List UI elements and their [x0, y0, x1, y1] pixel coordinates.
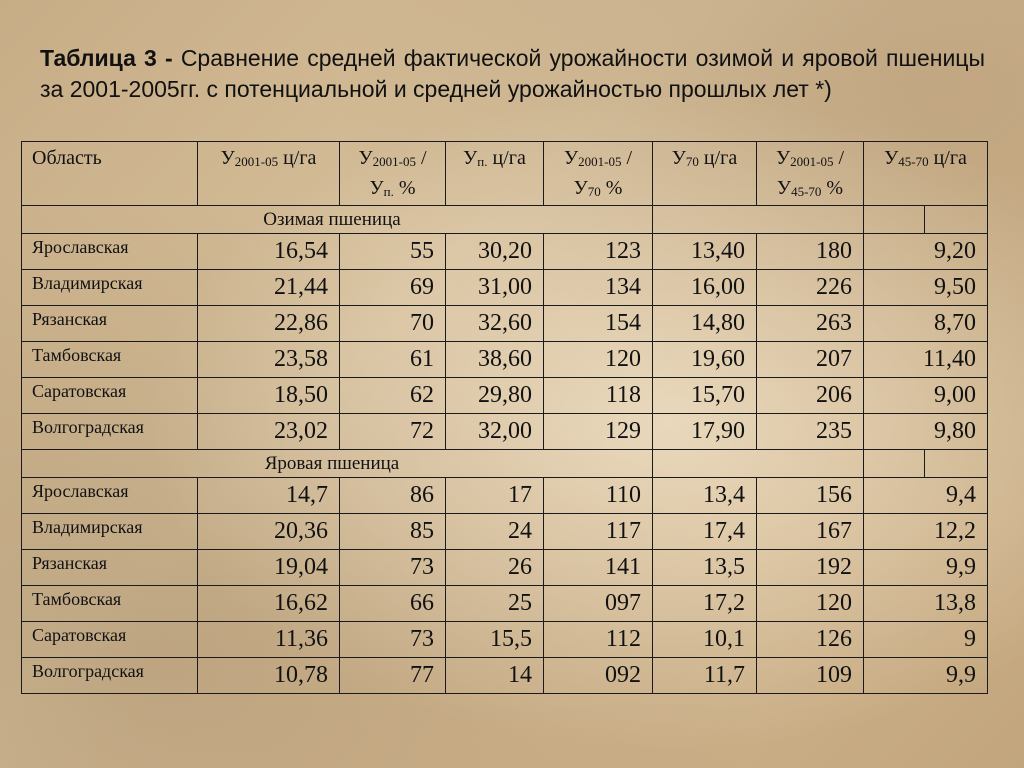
value-cell: 77 — [340, 658, 446, 694]
value-cell: 73 — [340, 622, 446, 658]
value-cell: 9,20 — [864, 234, 988, 270]
value-cell: 9 — [864, 622, 988, 658]
value-cell: 85 — [340, 514, 446, 550]
value-cell: 30,20 — [446, 234, 544, 270]
value-cell: 17,90 — [653, 414, 757, 450]
value-cell: 134 — [544, 270, 653, 306]
value-cell: 25 — [446, 586, 544, 622]
table-row — [22, 414, 988, 450]
value-cell: 14,7 — [198, 478, 340, 514]
table-row — [22, 514, 988, 550]
value-cell: 120 — [757, 586, 864, 622]
caption-text: Сравнение средней фактической урожайности озимой и яровой пшеницы за 2001-2005гг. с потенциальной и средней урожайностью прошлых лет *) — [40, 45, 985, 102]
value-cell: 21,44 — [198, 270, 340, 306]
value-cell: 14 — [446, 658, 544, 694]
empty-cell — [925, 206, 988, 234]
value-cell: 31,00 — [446, 270, 544, 306]
value-cell: 156 — [757, 478, 864, 514]
header-region: Область — [22, 142, 198, 206]
value-cell: 66 — [340, 586, 446, 622]
value-cell: 118 — [544, 378, 653, 414]
value-cell: 29,80 — [446, 378, 544, 414]
value-cell: 73 — [340, 550, 446, 586]
value-cell: 11,7 — [653, 658, 757, 694]
section-label: Озимая пшеница — [22, 206, 653, 234]
value-cell: 117 — [544, 514, 653, 550]
header-c5: $У_{70}$ ц/га — [653, 142, 757, 206]
value-cell: 20,36 — [198, 514, 340, 550]
value-cell: 9,9 — [864, 658, 988, 694]
empty-cell — [925, 450, 988, 478]
table-row — [22, 378, 988, 414]
value-cell: 61 — [340, 342, 446, 378]
table-row — [22, 586, 988, 622]
value-cell: 226 — [757, 270, 864, 306]
value-cell: 19,60 — [653, 342, 757, 378]
section-row-spring — [22, 450, 988, 478]
value-cell: 18,50 — [198, 378, 340, 414]
table-row — [22, 234, 988, 270]
value-cell: 23,02 — [198, 414, 340, 450]
table-row — [22, 658, 988, 694]
value-cell: 13,4 — [653, 478, 757, 514]
value-cell: 16,54 — [198, 234, 340, 270]
value-cell: 126 — [757, 622, 864, 658]
value-cell: 167 — [757, 514, 864, 550]
value-cell: 13,40 — [653, 234, 757, 270]
table-row — [22, 306, 988, 342]
table-caption — [40, 43, 985, 105]
value-cell: 192 — [757, 550, 864, 586]
value-cell: 9,80 — [864, 414, 988, 450]
value-cell: 69 — [340, 270, 446, 306]
header-c6: $У_{2001-05}$ / $У_{45-70}$ % — [757, 142, 864, 206]
value-cell: 19,04 — [198, 550, 340, 586]
value-cell: 24 — [446, 514, 544, 550]
region-cell: Тамбовская — [22, 586, 198, 622]
value-cell: 14,80 — [653, 306, 757, 342]
region-cell: Ярославская — [22, 478, 198, 514]
empty-cell — [864, 450, 925, 478]
value-cell: 109 — [757, 658, 864, 694]
value-cell: 11,40 — [864, 342, 988, 378]
value-cell: 32,60 — [446, 306, 544, 342]
value-cell: 86 — [340, 478, 446, 514]
value-cell: 110 — [544, 478, 653, 514]
value-cell: 62 — [340, 378, 446, 414]
value-cell: 13,5 — [653, 550, 757, 586]
value-cell: 180 — [757, 234, 864, 270]
value-cell: 120 — [544, 342, 653, 378]
value-cell: 097 — [544, 586, 653, 622]
value-cell: 206 — [757, 378, 864, 414]
value-cell: 72 — [340, 414, 446, 450]
value-cell: 17,2 — [653, 586, 757, 622]
value-cell: 154 — [544, 306, 653, 342]
section-label: Яровая пшеница — [22, 450, 653, 478]
value-cell: 15,5 — [446, 622, 544, 658]
value-cell: 9,50 — [864, 270, 988, 306]
value-cell: 16,00 — [653, 270, 757, 306]
header-c4: $У_{2001-05}$ / $У_{70}$ % — [544, 142, 653, 206]
value-cell: 26 — [446, 550, 544, 586]
value-cell: 9,00 — [864, 378, 988, 414]
value-cell: 23,58 — [198, 342, 340, 378]
empty-cell — [864, 206, 925, 234]
value-cell: 32,00 — [446, 414, 544, 450]
value-cell: 11,36 — [198, 622, 340, 658]
yield-table — [21, 141, 988, 694]
region-cell: Саратовская — [22, 378, 198, 414]
section-row-winter — [22, 206, 988, 234]
header-c1: $У_{2001-05}$ ц/га — [198, 142, 340, 206]
region-cell: Тамбовская — [22, 342, 198, 378]
value-cell: 17 — [446, 478, 544, 514]
caption-label: Таблица 3 - — [40, 45, 173, 71]
value-cell: 207 — [757, 342, 864, 378]
region-cell: Владимирская — [22, 270, 198, 306]
table-row — [22, 550, 988, 586]
value-cell: 17,4 — [653, 514, 757, 550]
region-cell: Волгоградская — [22, 658, 198, 694]
empty-cell — [653, 450, 864, 478]
header-c2: $У_{2001-05}$ / $У_{п.}$ % — [340, 142, 446, 206]
header-c3: $У_{п.}$ ц/га — [446, 142, 544, 206]
table-row — [22, 478, 988, 514]
value-cell: 70 — [340, 306, 446, 342]
value-cell: 10,78 — [198, 658, 340, 694]
value-cell: 141 — [544, 550, 653, 586]
value-cell: 12,2 — [864, 514, 988, 550]
value-cell: 112 — [544, 622, 653, 658]
value-cell: 13,8 — [864, 586, 988, 622]
value-cell: 9,4 — [864, 478, 988, 514]
region-cell: Рязанская — [22, 306, 198, 342]
value-cell: 9,9 — [864, 550, 988, 586]
region-cell: Волгоградская — [22, 414, 198, 450]
value-cell: 38,60 — [446, 342, 544, 378]
header-c7: $У_{45-70}$ ц/га — [864, 142, 988, 206]
value-cell: 092 — [544, 658, 653, 694]
value-cell: 10,1 — [653, 622, 757, 658]
region-cell: Владимирская — [22, 514, 198, 550]
value-cell: 263 — [757, 306, 864, 342]
value-cell: 8,70 — [864, 306, 988, 342]
table-row — [22, 270, 988, 306]
empty-cell — [653, 206, 864, 234]
region-cell: Ярославская — [22, 234, 198, 270]
value-cell: 123 — [544, 234, 653, 270]
value-cell: 235 — [757, 414, 864, 450]
value-cell: 55 — [340, 234, 446, 270]
value-cell: 16,62 — [198, 586, 340, 622]
region-cell: Саратовская — [22, 622, 198, 658]
header-row — [22, 142, 988, 206]
value-cell: 22,86 — [198, 306, 340, 342]
value-cell: 15,70 — [653, 378, 757, 414]
table-row — [22, 342, 988, 378]
region-cell: Рязанская — [22, 550, 198, 586]
table-row — [22, 622, 988, 658]
value-cell: 129 — [544, 414, 653, 450]
